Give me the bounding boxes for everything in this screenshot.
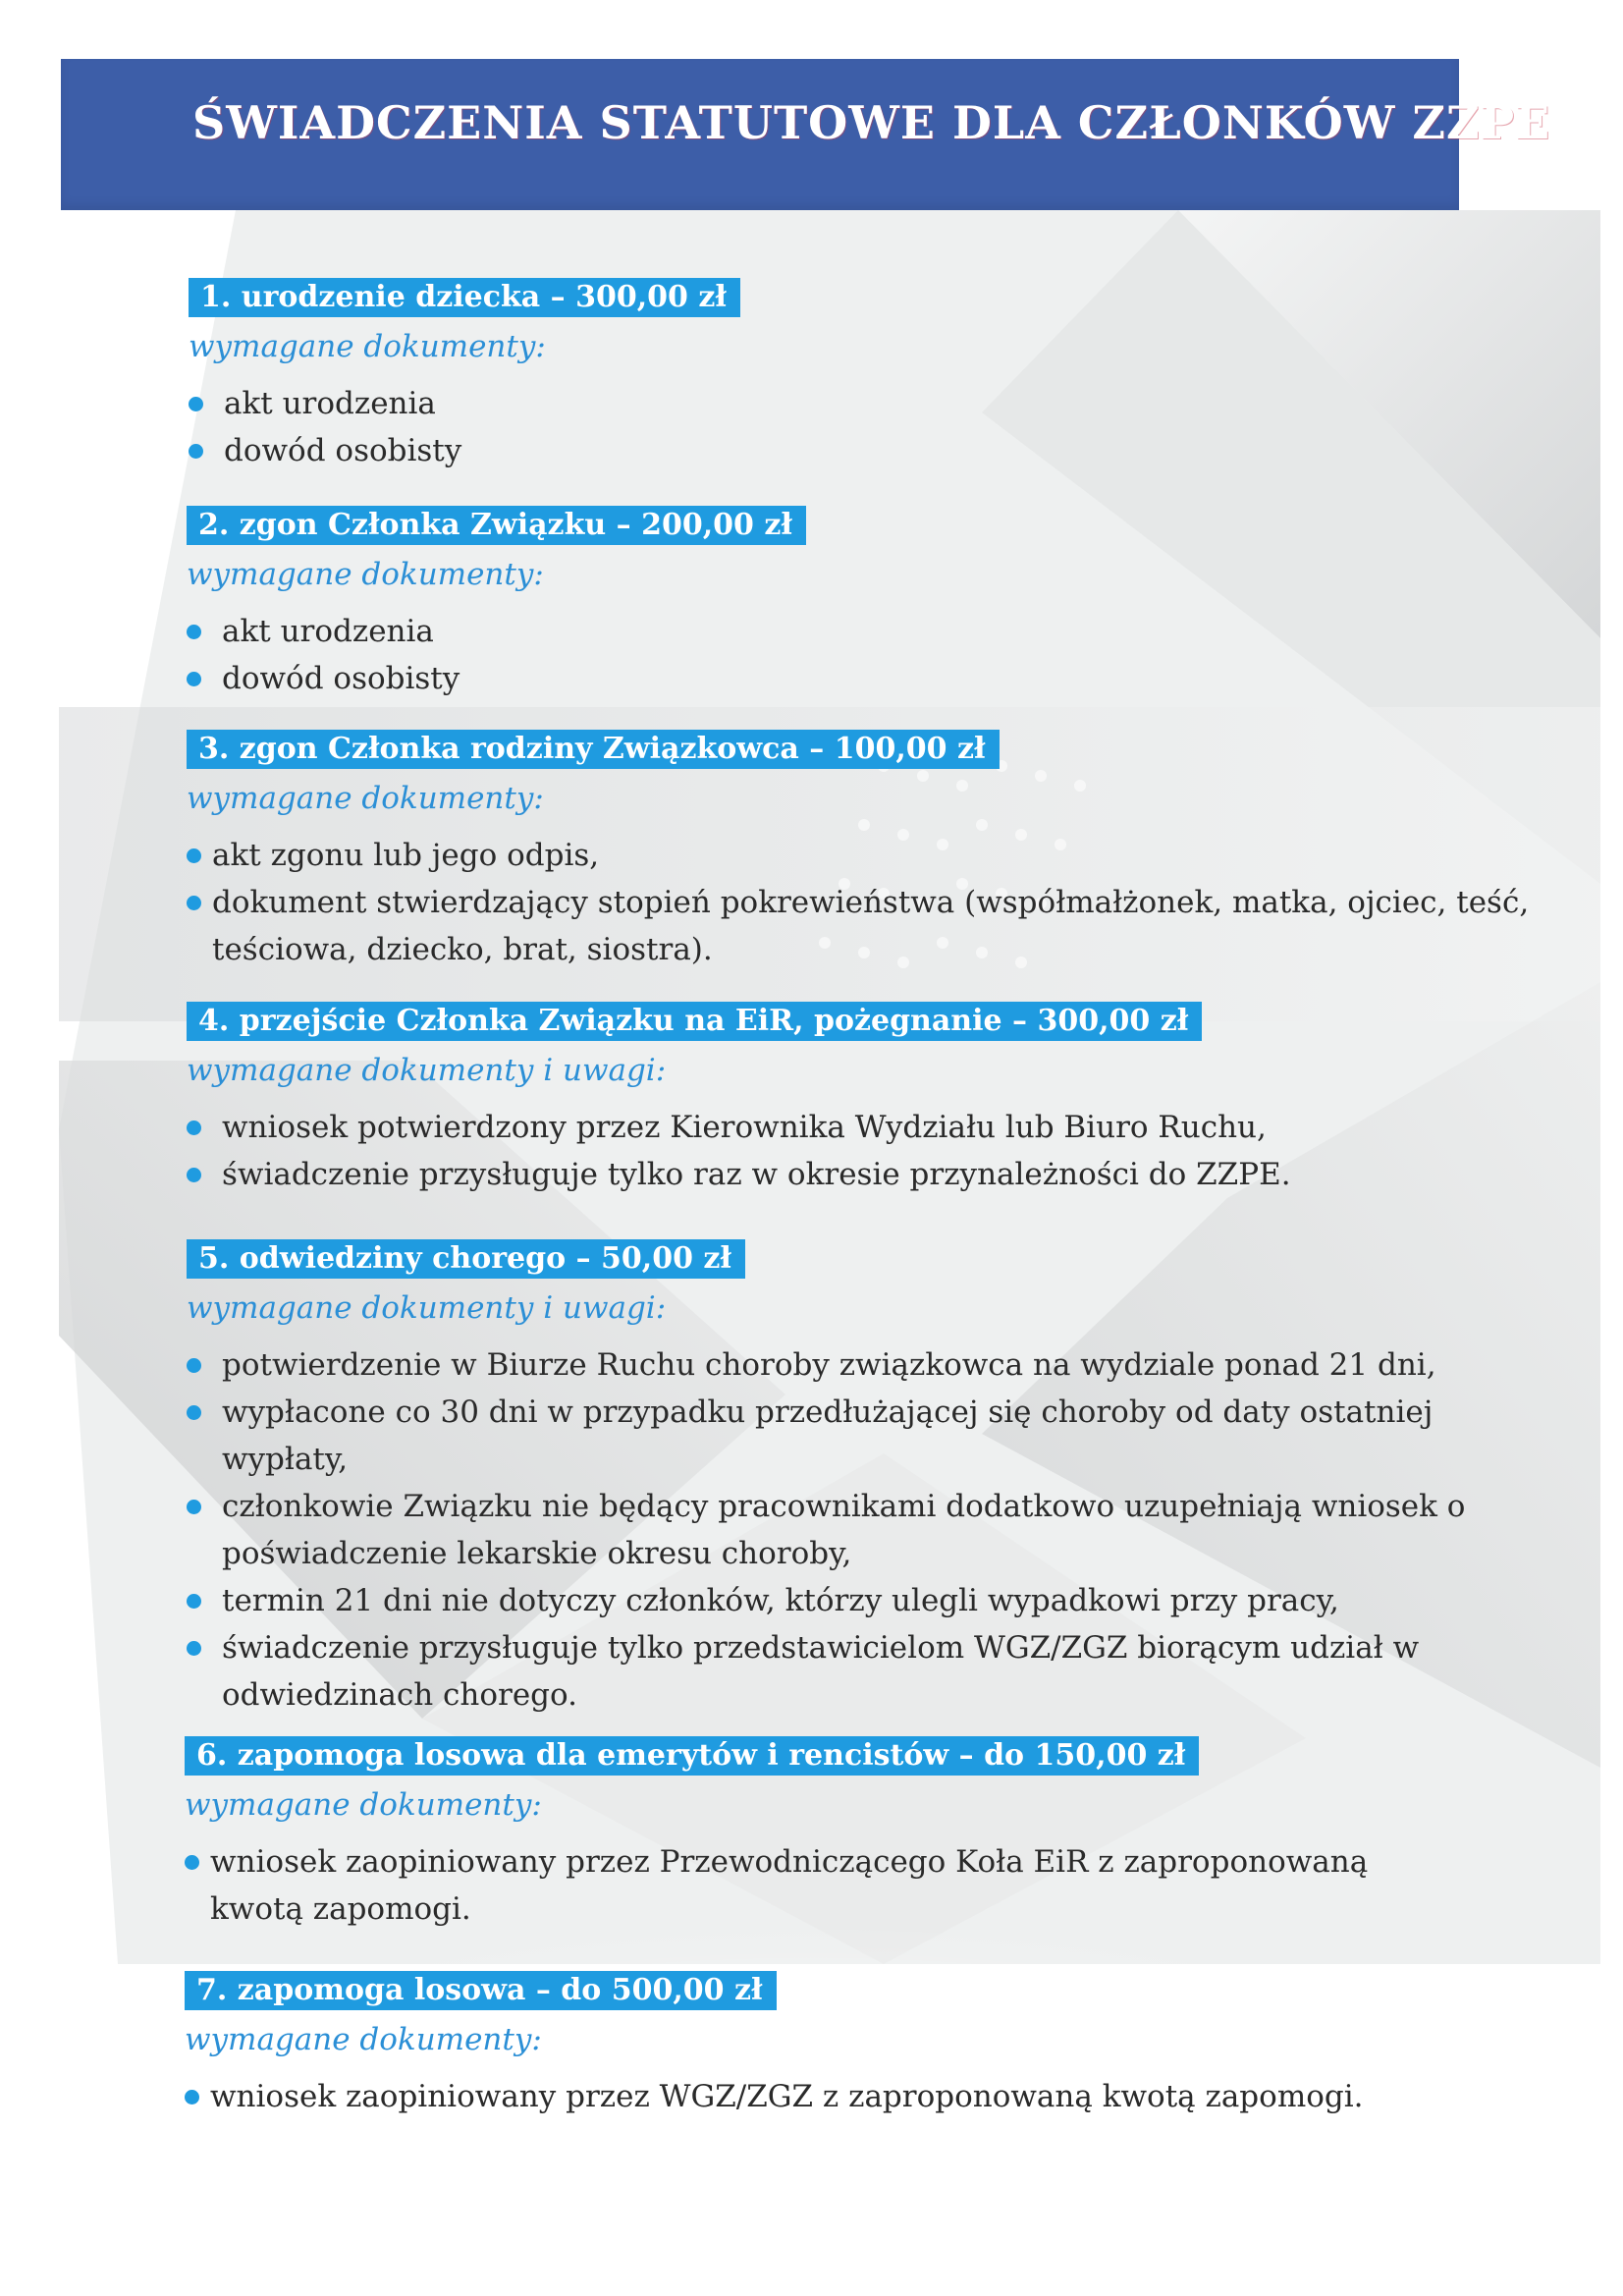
requirements-list <box>189 380 740 474</box>
bullet-icon <box>187 1358 201 1373</box>
section-subheading: wymagane dokumenty: <box>187 557 544 592</box>
requirements-list <box>185 2073 1461 2120</box>
list-item: dokument stwierdzający stopień pokrewieństwa (współmałżonek, matka, ojciec, teść, teściowa, dziecko, brat, siostra). <box>187 879 1561 973</box>
requirements-list <box>187 832 1561 973</box>
requirements-list <box>187 1341 1483 1719</box>
list-item: dowód osobisty <box>189 427 740 474</box>
list-item: członkowie Związku nie będący pracownikami dodatkowo uzupełniają wniosek o poświadczenie lekarskie okresu choroby, <box>187 1483 1483 1577</box>
bullet-icon <box>187 1641 201 1656</box>
benefit-section-4 <box>187 1002 1561 1198</box>
section-label: 4. przejście Członka Związku na EiR, pożegnanie – 300,00 zł <box>187 1002 1202 1041</box>
list-item: wypłacone co 30 dni w przypadku przedłużającej się choroby od daty ostatniej wypłaty, <box>187 1389 1483 1483</box>
bullet-icon <box>185 2090 199 2105</box>
section-subheading: wymagane dokumenty i uwagi: <box>187 1290 667 1326</box>
requirements-list <box>187 608 806 702</box>
section-label: 6. zapomoga losowa dla emerytów i rencistów – do 150,00 zł <box>185 1736 1199 1776</box>
page-title: ŚWIADCZENIA STATUTOWE DLA CZŁONKÓW ZZPE <box>192 96 1551 149</box>
section-label: 5. odwiedziny chorego – 50,00 zł <box>187 1239 745 1279</box>
section-label: 1. urodzenie dziecka – 300,00 zł <box>189 278 740 317</box>
list-item: wniosek potwierdzony przez Kierownika Wydziału lub Biuro Ruchu, <box>187 1104 1561 1151</box>
benefit-section-3 <box>187 730 1561 973</box>
bullet-icon <box>187 625 201 639</box>
bullet-icon <box>187 1168 201 1182</box>
bullet-icon <box>189 397 203 411</box>
list-item: potwierdzenie w Biurze Ruchu choroby związkowca na wydziale ponad 21 dni, <box>187 1341 1483 1389</box>
list-item: dowód osobisty <box>187 655 806 702</box>
list-item: świadczenie przysługuje tylko raz w okresie przynależności do ZZPE. <box>187 1151 1561 1198</box>
section-subheading: wymagane dokumenty: <box>185 2022 542 2057</box>
bullet-icon <box>187 1405 201 1420</box>
benefit-section-5 <box>187 1239 1483 1719</box>
section-label: 3. zgon Członka rodziny Związkowca – 100,00 zł <box>187 730 1000 769</box>
section-subheading: wymagane dokumenty: <box>187 781 544 816</box>
list-item: wniosek zaopiniowany przez Przewodniczącego Koła EiR z zaproponowaną kwotą zapomogi. <box>185 1838 1461 1933</box>
section-subheading: wymagane dokumenty i uwagi: <box>187 1053 667 1088</box>
bullet-icon <box>187 896 201 910</box>
bullet-icon <box>187 848 201 863</box>
requirements-list <box>185 1838 1461 1933</box>
benefit-section-7 <box>185 1971 1461 2120</box>
section-label: 7. zapomoga losowa – do 500,00 zł <box>185 1971 777 2010</box>
list-item: akt urodzenia <box>189 380 740 427</box>
section-subheading: wymagane dokumenty: <box>185 1787 542 1823</box>
list-item: termin 21 dni nie dotyczy członków, którzy ulegli wypadkowi przy pracy, <box>187 1577 1483 1624</box>
benefit-section-2 <box>187 506 806 702</box>
bullet-icon <box>187 1121 201 1135</box>
list-item: akt urodzenia <box>187 608 806 655</box>
bullet-icon <box>187 1500 201 1514</box>
benefit-section-6 <box>185 1736 1461 1933</box>
bullet-icon <box>185 1855 199 1870</box>
list-item: wniosek zaopiniowany przez WGZ/ZGZ z zaproponowaną kwotą zapomogi. <box>185 2073 1461 2120</box>
benefit-section-1 <box>189 278 740 474</box>
bullet-icon <box>189 444 203 459</box>
bullet-icon <box>187 672 201 686</box>
requirements-list <box>187 1104 1561 1198</box>
list-item: akt zgonu lub jego odpis, <box>187 832 1561 879</box>
section-subheading: wymagane dokumenty: <box>189 329 546 364</box>
list-item: świadczenie przysługuje tylko przedstawicielom WGZ/ZGZ biorącym udział w odwiedzinach chorego. <box>187 1624 1483 1719</box>
bullet-icon <box>187 1594 201 1609</box>
section-label: 2. zgon Członka Związku – 200,00 zł <box>187 506 806 545</box>
